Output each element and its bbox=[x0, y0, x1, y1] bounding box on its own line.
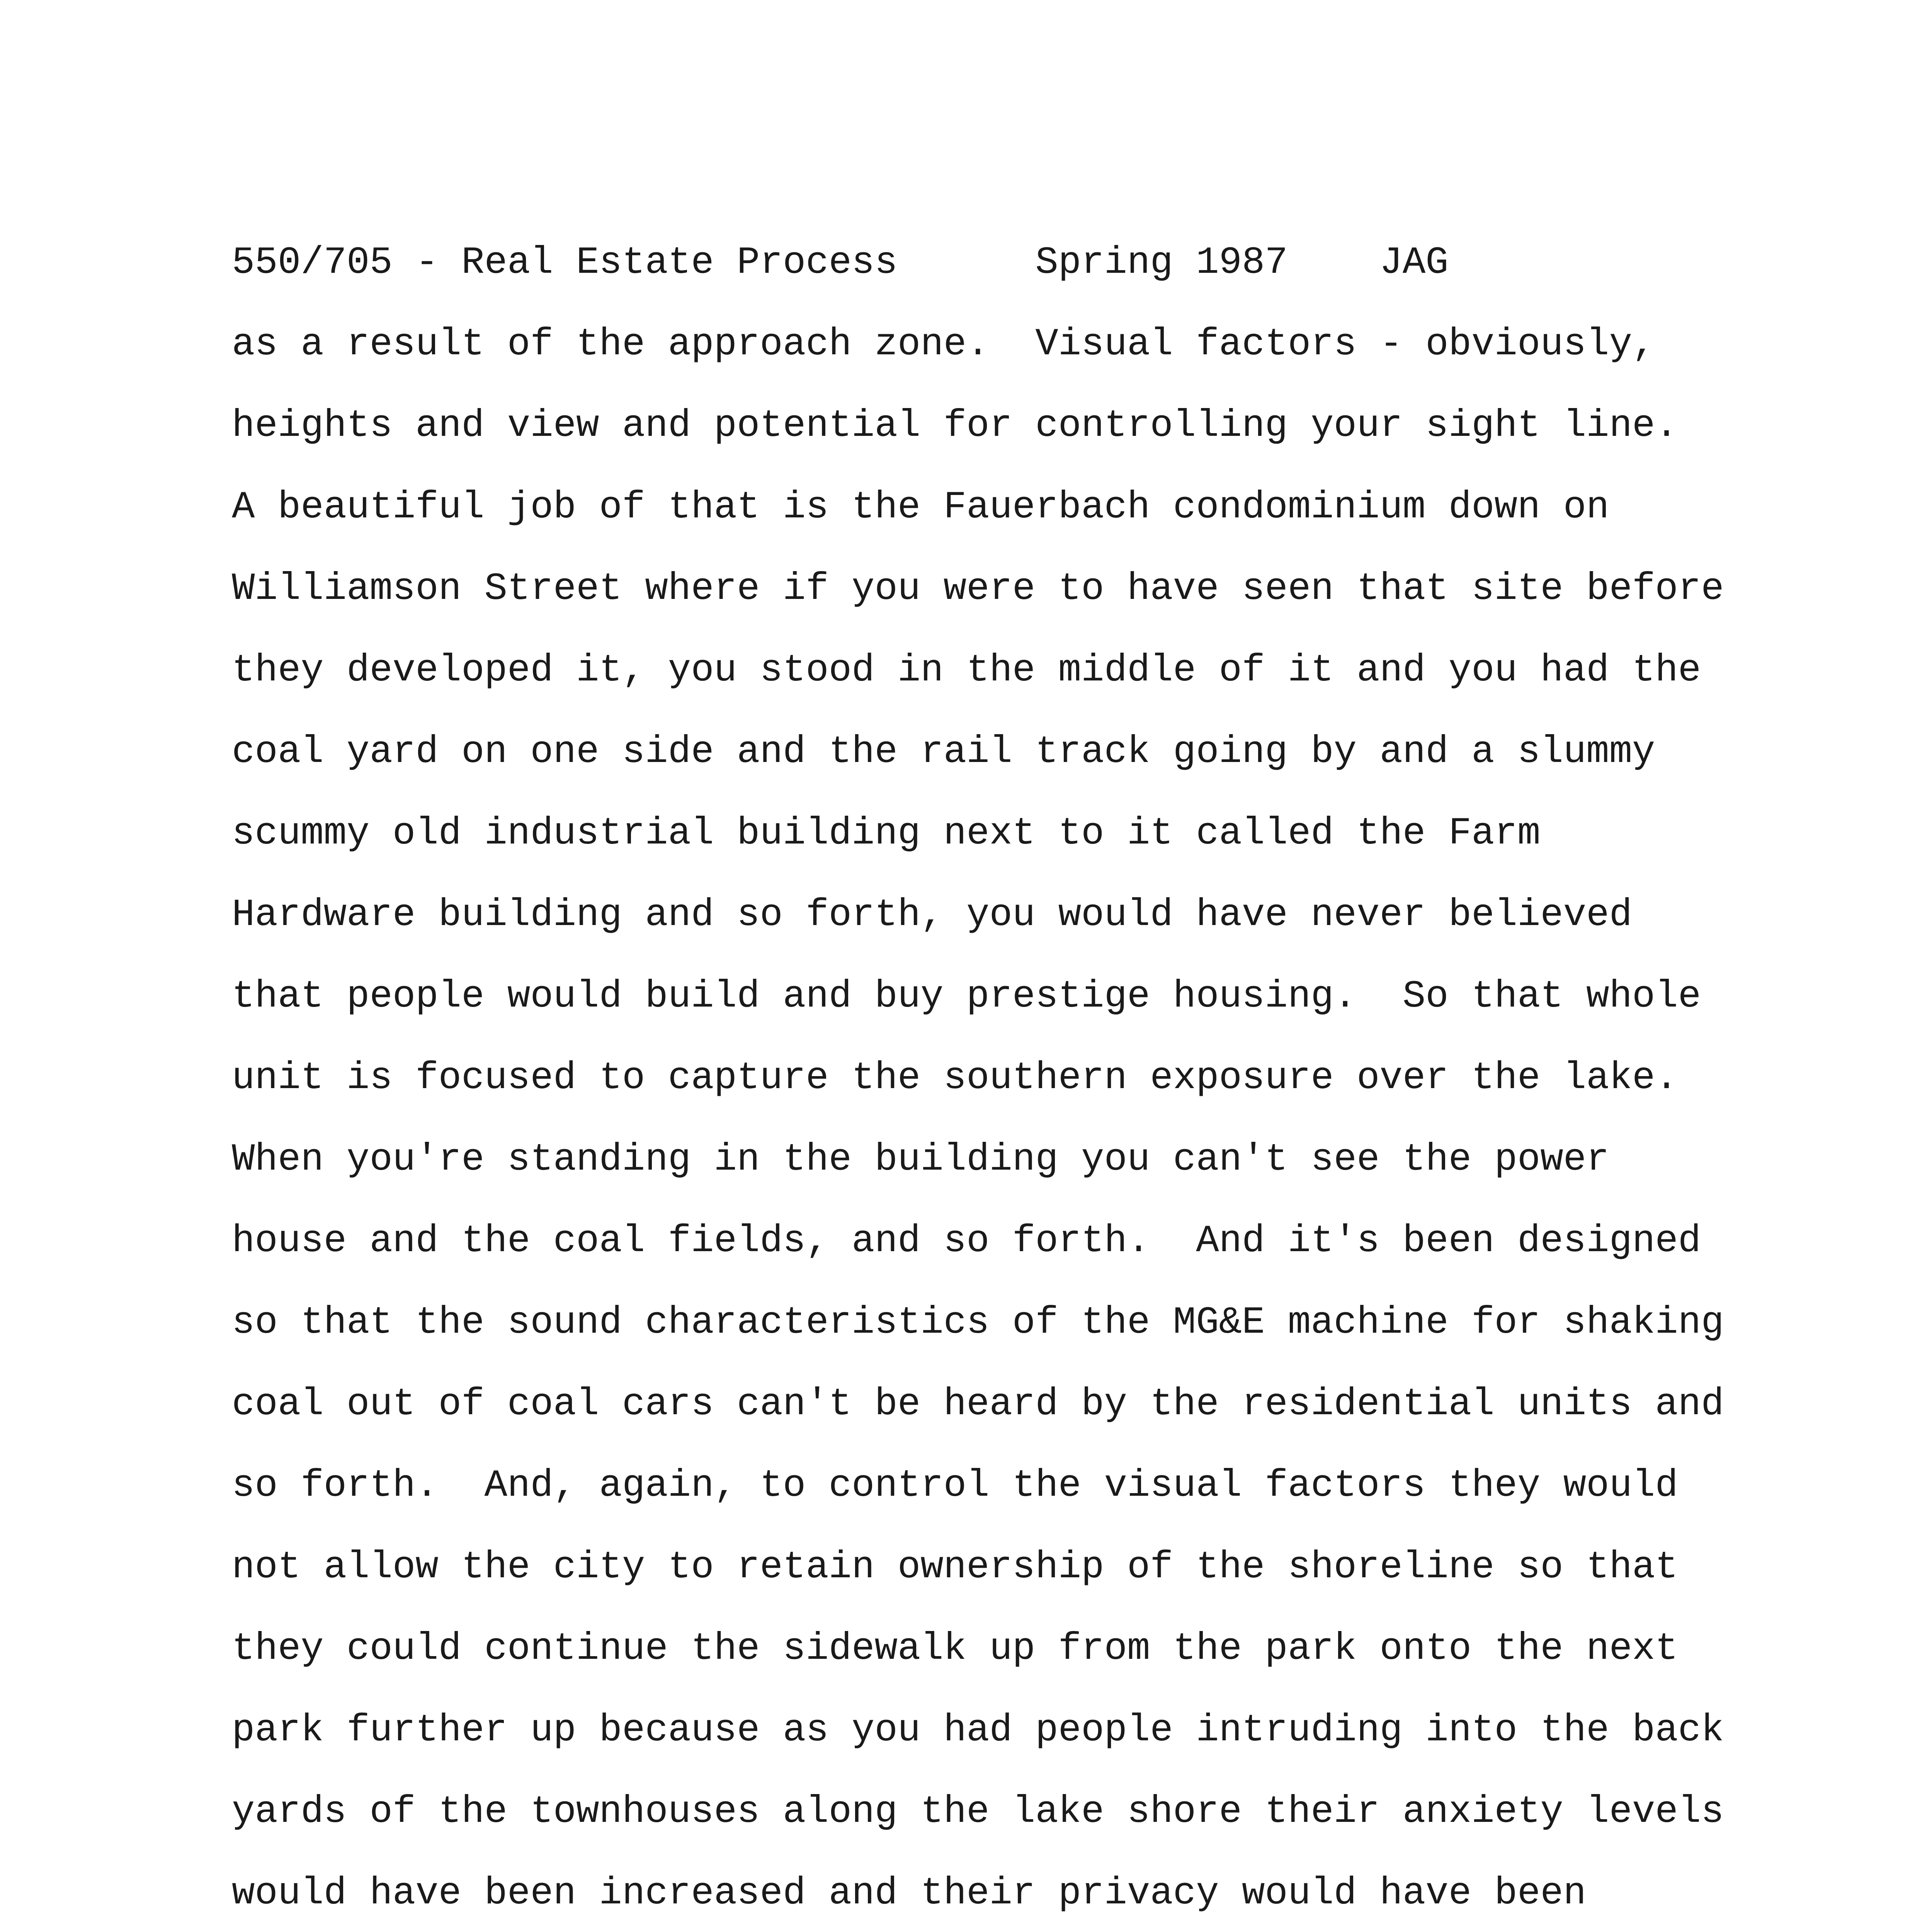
body-line: Williamson Street where if you were to have seen that site before bbox=[232, 567, 1724, 611]
body-line: coal out of coal cars can't be heard by the residential units and bbox=[232, 1383, 1724, 1426]
body-line: so that the sound characteristics of the MG&E machine for shaking bbox=[232, 1301, 1724, 1344]
body-line: not allow the city to retain ownership of the shoreline so that bbox=[232, 1546, 1678, 1589]
body-line: When you're standing in the building you can't see the power bbox=[232, 1138, 1609, 1181]
body-line: they could continue the sidewalk up from the park onto the next bbox=[232, 1627, 1678, 1670]
body-line: house and the coal fields, and so forth. And it's been designed bbox=[232, 1219, 1701, 1263]
text-block bbox=[232, 222, 1777, 1932]
body-line: A beautiful job of that is the Fauerbach condominium down on bbox=[232, 486, 1609, 529]
body-line: so forth. And, again, to control the visual factors they would bbox=[232, 1464, 1678, 1507]
body-line: heights and view and potential for controlling your sight line. bbox=[232, 404, 1678, 447]
body-line: coal yard on one side and the rail track going by and a slummy bbox=[232, 730, 1655, 774]
body-line: they developed it, you stood in the middle of it and you had the bbox=[232, 649, 1701, 692]
body-line: park further up because as you had people intruding into the back bbox=[232, 1709, 1724, 1752]
body-line: scummy old industrial building next to it called the Farm bbox=[232, 812, 1541, 855]
body-line: Hardware building and so forth, you would have never believed bbox=[232, 893, 1632, 937]
body-line: unit is focused to capture the southern exposure over the lake. bbox=[232, 1056, 1678, 1100]
body-line: yards of the townhouses along the lake shore their anxiety levels bbox=[232, 1790, 1724, 1833]
running-header: 550/705 - Real Estate Process Spring 1987 JAG bbox=[232, 241, 1449, 284]
body-line: as a result of the approach zone. Visual factors - obviously, bbox=[232, 323, 1655, 366]
body-line: would have been increased and their privacy would have been bbox=[232, 1872, 1587, 1915]
body-line: that people would build and buy prestige housing. So that whole bbox=[232, 975, 1701, 1018]
